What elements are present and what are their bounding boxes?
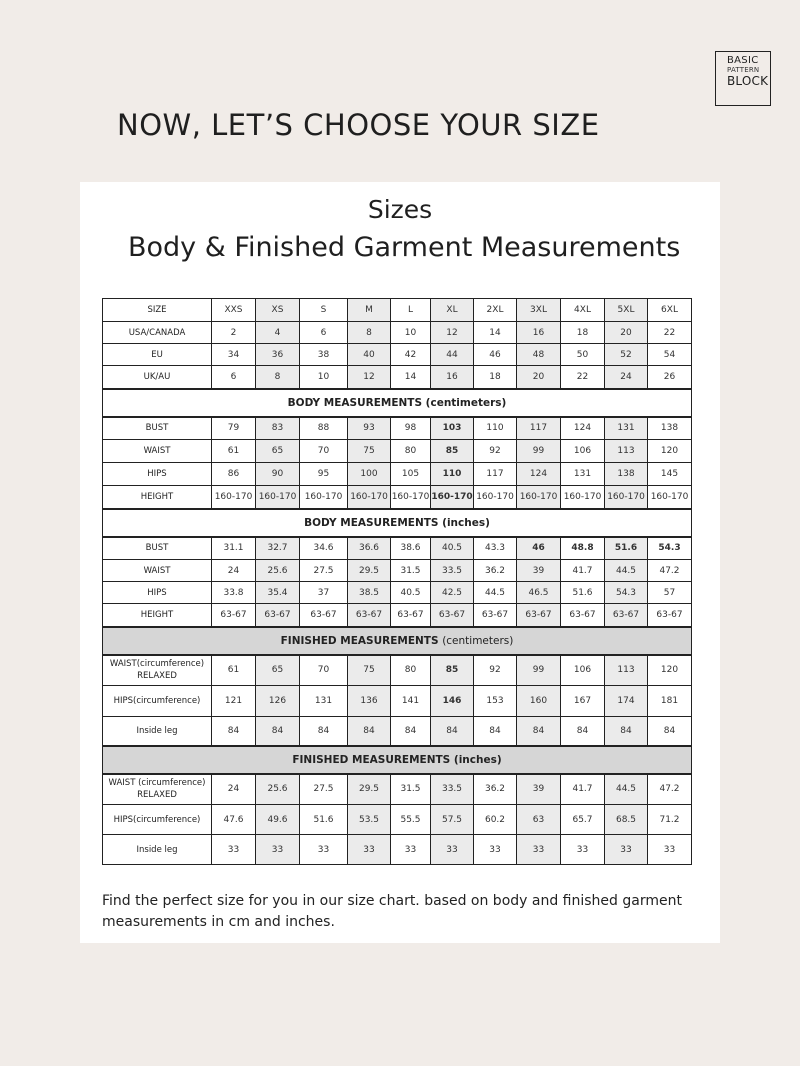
- table-cell: 27.5: [300, 560, 348, 582]
- table-row: [103, 537, 692, 560]
- row-label: WAIST(circumference) RELAXED: [103, 655, 212, 686]
- table-cell: 22: [561, 366, 605, 389]
- column-header: 6XL: [648, 299, 692, 322]
- table-cell: 95: [300, 463, 348, 486]
- table-cell: 47.2: [648, 560, 692, 582]
- table-cell: 63-67: [517, 604, 561, 627]
- table-cell: 31.5: [391, 560, 431, 582]
- table-cell: 103: [431, 417, 474, 440]
- table-cell: 126: [256, 686, 300, 717]
- table-row: [103, 717, 692, 746]
- table-row: [103, 366, 692, 389]
- table-cell: 33: [561, 835, 605, 865]
- row-label: HEIGHT: [103, 604, 212, 627]
- row-label: WAIST: [103, 560, 212, 582]
- footer-description: Find the perfect size for you in our size chart. based on body and finished garment measurements in cm and inches.: [102, 893, 682, 930]
- table-cell: 33: [605, 835, 648, 865]
- logo-line-basic: BASIC: [727, 55, 759, 66]
- table-cell: 38.6: [391, 537, 431, 560]
- table-cell: 46: [474, 344, 517, 366]
- table-cell: 2: [212, 322, 256, 344]
- table-cell: 54: [648, 344, 692, 366]
- row-label: HEIGHT: [103, 486, 212, 509]
- column-header: L: [391, 299, 431, 322]
- table-cell: 47.2: [648, 774, 692, 805]
- table-cell: 41.7: [561, 774, 605, 805]
- table-row: [103, 835, 692, 865]
- table-cell: 26: [648, 366, 692, 389]
- table-cell: 121: [212, 686, 256, 717]
- table-cell: 71.2: [648, 805, 692, 835]
- table-cell: 131: [561, 463, 605, 486]
- row-label: HIPS: [103, 463, 212, 486]
- table-cell: 131: [300, 686, 348, 717]
- column-header: XXS: [212, 299, 256, 322]
- table-cell: 48.8: [561, 537, 605, 560]
- table-cell: 24: [605, 366, 648, 389]
- section-header-row: [103, 627, 692, 655]
- table-cell: 106: [561, 440, 605, 463]
- measurements-title: Body & Finished Garment Measurements: [128, 232, 681, 263]
- table-cell: 105: [391, 463, 431, 486]
- table-cell: 63-67: [431, 604, 474, 627]
- table-cell: 117: [474, 463, 517, 486]
- table-cell: 65.7: [561, 805, 605, 835]
- table-cell: 8: [348, 322, 391, 344]
- table-cell: 160-170: [431, 486, 474, 509]
- table-cell: 84: [256, 717, 300, 746]
- table-cell: 99: [517, 655, 561, 686]
- table-cell: 124: [517, 463, 561, 486]
- table-cell: 33.5: [431, 774, 474, 805]
- table-cell: 42: [391, 344, 431, 366]
- table-cell: 40.5: [431, 537, 474, 560]
- section-title-unit: (inches): [442, 516, 490, 529]
- table-cell: 65: [256, 655, 300, 686]
- table-cell: 32.7: [256, 537, 300, 560]
- row-label: WAIST (circumference) RELAXED: [103, 774, 212, 805]
- table-cell: 92: [474, 440, 517, 463]
- table-cell: 24: [212, 774, 256, 805]
- table-cell: 181: [648, 686, 692, 717]
- table-cell: 93: [348, 417, 391, 440]
- section-title-unit: (centimeters): [442, 634, 514, 647]
- table-cell: 20: [517, 366, 561, 389]
- table-cell: 46.5: [517, 582, 561, 604]
- table-cell: 12: [431, 322, 474, 344]
- table-cell: 86: [212, 463, 256, 486]
- table-cell: 33: [348, 835, 391, 865]
- table-cell: 63-67: [474, 604, 517, 627]
- table-cell: 33: [256, 835, 300, 865]
- table-cell: 84: [431, 717, 474, 746]
- table-cell: 79: [212, 417, 256, 440]
- table-cell: 61: [212, 440, 256, 463]
- section-header-row: [103, 389, 692, 417]
- table-cell: 63-67: [256, 604, 300, 627]
- table-cell: 85: [431, 655, 474, 686]
- table-cell: 141: [391, 686, 431, 717]
- size-chart-table: [102, 298, 692, 865]
- table-cell: 6: [300, 322, 348, 344]
- table-cell: 34.6: [300, 537, 348, 560]
- table-cell: 47.6: [212, 805, 256, 835]
- table-row: [103, 805, 692, 835]
- column-header: 5XL: [605, 299, 648, 322]
- table-cell: 29.5: [348, 560, 391, 582]
- table-row: [103, 686, 692, 717]
- row-label: Inside leg: [103, 717, 212, 746]
- table-cell: 36: [256, 344, 300, 366]
- table-cell: 55.5: [391, 805, 431, 835]
- table-cell: 106: [561, 655, 605, 686]
- table-cell: 63-67: [348, 604, 391, 627]
- table-cell: 8: [256, 366, 300, 389]
- table-cell: 44.5: [474, 582, 517, 604]
- table-cell: 88: [300, 417, 348, 440]
- row-label: HIPS(circumference): [103, 686, 212, 717]
- column-header: XL: [431, 299, 474, 322]
- table-cell: 54.3: [605, 582, 648, 604]
- table-cell: 43.3: [474, 537, 517, 560]
- section-title-main: BODY MEASUREMENTS: [287, 396, 423, 409]
- table-cell: 37: [300, 582, 348, 604]
- table-cell: 51.6: [605, 537, 648, 560]
- table-row: [103, 655, 692, 686]
- table-cell: 31.1: [212, 537, 256, 560]
- table-cell: 51.6: [561, 582, 605, 604]
- table-cell: 70: [300, 655, 348, 686]
- table-cell: 42.5: [431, 582, 474, 604]
- table-cell: 160-170: [391, 486, 431, 509]
- table-cell: 33.5: [431, 560, 474, 582]
- row-label: Inside leg: [103, 835, 212, 865]
- table-cell: 124: [561, 417, 605, 440]
- row-label: WAIST: [103, 440, 212, 463]
- column-header: SIZE: [103, 299, 212, 322]
- section-header-row: [103, 746, 692, 774]
- table-cell: 41.7: [561, 560, 605, 582]
- table-cell: 52: [605, 344, 648, 366]
- table-cell: 54.3: [648, 537, 692, 560]
- section-title-main: FINISHED MEASUREMENTS: [292, 753, 451, 766]
- table-cell: 100: [348, 463, 391, 486]
- table-cell: 146: [431, 686, 474, 717]
- table-cell: 46: [517, 537, 561, 560]
- table-cell: 84: [561, 717, 605, 746]
- table-cell: 10: [391, 322, 431, 344]
- table-cell: 160-170: [474, 486, 517, 509]
- table-cell: 53.5: [348, 805, 391, 835]
- section-title-unit: (centimeters): [425, 396, 507, 409]
- table-cell: 38.5: [348, 582, 391, 604]
- row-label: UK/AU: [103, 366, 212, 389]
- table-cell: 40: [348, 344, 391, 366]
- column-header: 3XL: [517, 299, 561, 322]
- table-cell: 90: [256, 463, 300, 486]
- table-cell: 160-170: [212, 486, 256, 509]
- table-cell: 92: [474, 655, 517, 686]
- section-title: [103, 389, 692, 417]
- table-cell: 153: [474, 686, 517, 717]
- table-cell: 160: [517, 686, 561, 717]
- table-cell: 57.5: [431, 805, 474, 835]
- table-cell: 16: [431, 366, 474, 389]
- section-title: [103, 509, 692, 537]
- table-cell: 160-170: [517, 486, 561, 509]
- table-cell: 174: [605, 686, 648, 717]
- table-cell: 25.6: [256, 560, 300, 582]
- table-row: [103, 774, 692, 805]
- table-row: [103, 604, 692, 627]
- table-cell: 33.8: [212, 582, 256, 604]
- table-cell: 44: [431, 344, 474, 366]
- table-cell: 113: [605, 440, 648, 463]
- table-cell: 160-170: [648, 486, 692, 509]
- table-cell: 63-67: [212, 604, 256, 627]
- logo-line-block: BLOCK: [727, 74, 769, 88]
- table-cell: 39: [517, 774, 561, 805]
- table-cell: 25.6: [256, 774, 300, 805]
- table-cell: 80: [391, 655, 431, 686]
- table-cell: 80: [391, 440, 431, 463]
- table-cell: 120: [648, 440, 692, 463]
- column-header: S: [300, 299, 348, 322]
- table-cell: 160-170: [256, 486, 300, 509]
- row-label: EU: [103, 344, 212, 366]
- table-cell: 84: [212, 717, 256, 746]
- table-cell: 99: [517, 440, 561, 463]
- table-cell: 110: [431, 463, 474, 486]
- table-cell: 160-170: [605, 486, 648, 509]
- table-cell: 31.5: [391, 774, 431, 805]
- table-cell: 40.5: [391, 582, 431, 604]
- table-cell: 70: [300, 440, 348, 463]
- page-headline: NOW, LET’S CHOOSE YOUR SIZE: [117, 108, 600, 142]
- table-cell: 63-67: [561, 604, 605, 627]
- table-cell: 14: [474, 322, 517, 344]
- table-cell: 33: [648, 835, 692, 865]
- table-cell: 136: [348, 686, 391, 717]
- table-cell: 63: [517, 805, 561, 835]
- table-cell: 75: [348, 440, 391, 463]
- table-cell: 36.2: [474, 774, 517, 805]
- row-label: BUST: [103, 417, 212, 440]
- table-cell: 63-67: [391, 604, 431, 627]
- table-cell: 50: [561, 344, 605, 366]
- table-cell: 24: [212, 560, 256, 582]
- table-cell: 110: [474, 417, 517, 440]
- table-cell: 84: [300, 717, 348, 746]
- table-cell: 51.6: [300, 805, 348, 835]
- column-header: XS: [256, 299, 300, 322]
- section-title: [103, 627, 692, 655]
- table-cell: 12: [348, 366, 391, 389]
- table-cell: 44.5: [605, 560, 648, 582]
- sizes-title: Sizes: [367, 195, 433, 224]
- table-cell: 84: [474, 717, 517, 746]
- table-cell: 18: [474, 366, 517, 389]
- table-cell: 120: [648, 655, 692, 686]
- table-cell: 18: [561, 322, 605, 344]
- table-cell: 167: [561, 686, 605, 717]
- table-cell: 63-67: [300, 604, 348, 627]
- table-cell: 39: [517, 560, 561, 582]
- table-cell: 36.6: [348, 537, 391, 560]
- table-cell: 84: [605, 717, 648, 746]
- table-cell: 160-170: [300, 486, 348, 509]
- table-cell: 117: [517, 417, 561, 440]
- column-header: 2XL: [474, 299, 517, 322]
- table-row: [103, 344, 692, 366]
- table-cell: 84: [348, 717, 391, 746]
- table-cell: 6: [212, 366, 256, 389]
- section-title-main: FINISHED MEASUREMENTS: [280, 634, 439, 647]
- table-cell: 29.5: [348, 774, 391, 805]
- table-row: [103, 560, 692, 582]
- table-cell: 33: [212, 835, 256, 865]
- column-header: 4XL: [561, 299, 605, 322]
- table-cell: 35.4: [256, 582, 300, 604]
- table-cell: 83: [256, 417, 300, 440]
- table-cell: 38: [300, 344, 348, 366]
- table-cell: 98: [391, 417, 431, 440]
- table-cell: 14: [391, 366, 431, 389]
- table-cell: 85: [431, 440, 474, 463]
- section-title: [103, 746, 692, 774]
- table-cell: 63-67: [648, 604, 692, 627]
- column-header: M: [348, 299, 391, 322]
- table-cell: 113: [605, 655, 648, 686]
- table-cell: 68.5: [605, 805, 648, 835]
- table-cell: 33: [517, 835, 561, 865]
- table-cell: 138: [648, 417, 692, 440]
- table-cell: 33: [300, 835, 348, 865]
- section-title-unit: (inches): [453, 753, 502, 766]
- logo-line-pattern: PATTERN: [727, 66, 760, 74]
- table-cell: 34: [212, 344, 256, 366]
- table-header-row: [103, 299, 692, 322]
- table-row: [103, 463, 692, 486]
- table-cell: 61: [212, 655, 256, 686]
- table-row: [103, 486, 692, 509]
- table-cell: 160-170: [561, 486, 605, 509]
- table-cell: 160-170: [348, 486, 391, 509]
- table-cell: 16: [517, 322, 561, 344]
- table-cell: 4: [256, 322, 300, 344]
- table-cell: 33: [391, 835, 431, 865]
- table-row: [103, 582, 692, 604]
- row-label: HIPS: [103, 582, 212, 604]
- table-cell: 48: [517, 344, 561, 366]
- table-cell: 33: [431, 835, 474, 865]
- row-label: BUST: [103, 537, 212, 560]
- table-row: [103, 417, 692, 440]
- table-cell: 20: [605, 322, 648, 344]
- table-row: [103, 322, 692, 344]
- table-cell: 10: [300, 366, 348, 389]
- table-cell: 131: [605, 417, 648, 440]
- table-cell: 27.5: [300, 774, 348, 805]
- section-title-main: BODY MEASUREMENTS: [304, 516, 439, 529]
- table-cell: 33: [474, 835, 517, 865]
- brand-logo: [715, 51, 771, 106]
- table-row: [103, 440, 692, 463]
- table-cell: 63-67: [605, 604, 648, 627]
- table-cell: 75: [348, 655, 391, 686]
- table-cell: 145: [648, 463, 692, 486]
- table-cell: 84: [391, 717, 431, 746]
- row-label: USA/CANADA: [103, 322, 212, 344]
- table-cell: 22: [648, 322, 692, 344]
- section-header-row: [103, 509, 692, 537]
- table-cell: 84: [517, 717, 561, 746]
- table-cell: 65: [256, 440, 300, 463]
- table-cell: 138: [605, 463, 648, 486]
- table-cell: 44.5: [605, 774, 648, 805]
- table-cell: 60.2: [474, 805, 517, 835]
- table-cell: 84: [648, 717, 692, 746]
- table-cell: 36.2: [474, 560, 517, 582]
- row-label: HIPS(circumference): [103, 805, 212, 835]
- table-cell: 57: [648, 582, 692, 604]
- table-cell: 49.6: [256, 805, 300, 835]
